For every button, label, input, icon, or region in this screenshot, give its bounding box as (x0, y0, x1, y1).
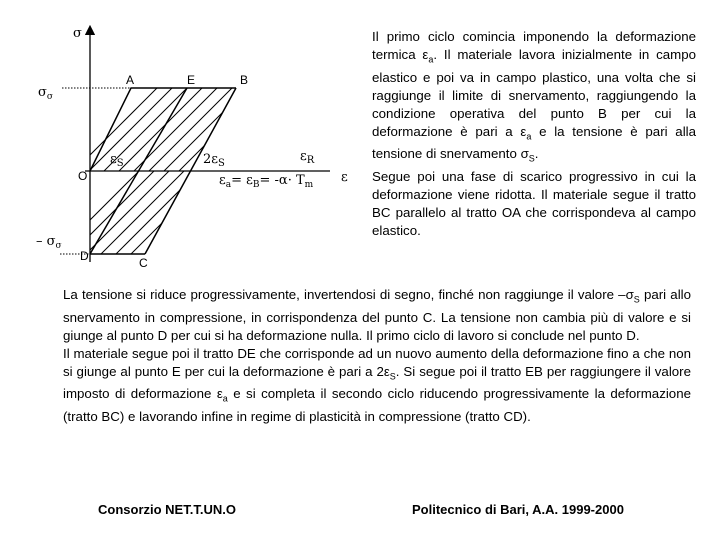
subscript: a (428, 54, 434, 65)
footer-consortium: Consorzio NET.T.UN.O (98, 502, 236, 517)
eps-r-label: $\varepsilon_R$ (300, 149, 315, 166)
epsilon-axis-label: ε (341, 170, 348, 185)
subscript: a (222, 393, 228, 404)
strain-formula: $\varepsilon_a= \varepsilon_B= -\alpha\cdot T_m$ (219, 173, 314, 190)
point-B-label: B (240, 73, 249, 87)
subscript: S (528, 153, 535, 164)
text-run: Segue poi una fase di scarico progressivo in cui la deformazione viene ridotta. Il materiale segue il tratto BC parallelo al tratto OA che corrispondeva al campo elastico. (372, 168, 696, 238)
subscript: a (526, 131, 532, 142)
point-C-label: C (139, 256, 148, 270)
text-run: La tensione si riduce progressivamente, invertendosi di segno, finché non raggiunge il valore –σ (63, 287, 634, 302)
text-run: Il materiale segue poi il tratto DE che corrisponde ad un nuovo aumento della deformazione fino a che non si giunge al punto E per cui la deformazione è pari a 2ε (63, 345, 691, 379)
point-D-label: D (80, 249, 89, 263)
sigma-axis-label: σ (73, 26, 82, 41)
minus-sigma-s-label: – $\sigma_\sigma$ (36, 234, 62, 251)
hatching-lower (30, 140, 275, 280)
text-run: . (534, 146, 539, 162)
text-run: . Si segue poi il tratto EB per raggiungere il valore imposto di deformazione ε (63, 363, 691, 402)
two-eps-s-label: $2\varepsilon_S$ (203, 152, 225, 169)
subscript: S (633, 294, 640, 305)
text-run: e si completa il secondo ciclo riducendo progressivamente la deformazione (tratto BC) e lavorando infine in regime di plasticità in compressione (tratto CD). (63, 386, 691, 424)
bottom-explanation-paragraph (63, 286, 691, 426)
eps-s-label: $\varepsilon_S$ (110, 152, 124, 169)
point-O-label: O (78, 169, 88, 183)
text-run: Il primo ciclo comincia imponendo la deformazione termica ε (372, 29, 696, 62)
point-A-label: A (126, 73, 135, 87)
right-explanation-paragraph (372, 28, 696, 240)
footer-university: Politecnico di Bari, A.A. 1999-2000 (412, 502, 624, 517)
stress-strain-diagram (0, 0, 360, 280)
text-run: . Il materiale lavora inizialmente in campo elastico e poi va in campo plastico, una volta che si raggiunge il limite di snervamento, raggiungendo la condizione operativa del punto B per cui la deformazione è pari a ε (372, 47, 696, 139)
subscript: S (389, 371, 396, 382)
point-E-label: E (187, 73, 196, 87)
sigma-s-label: $\sigma_\sigma$ (38, 85, 54, 102)
text-run: e la tensione è pari alla tensione di snervamento σ (372, 123, 696, 162)
text-run: pari allo snervamento in compressione, in corrispondenza del punto C. La tensione non cambia più di valore e si giunge al punto D per cui si ha deformazione nulla. Il primo ciclo di lavoro si conclude nel punto D. (63, 287, 691, 343)
